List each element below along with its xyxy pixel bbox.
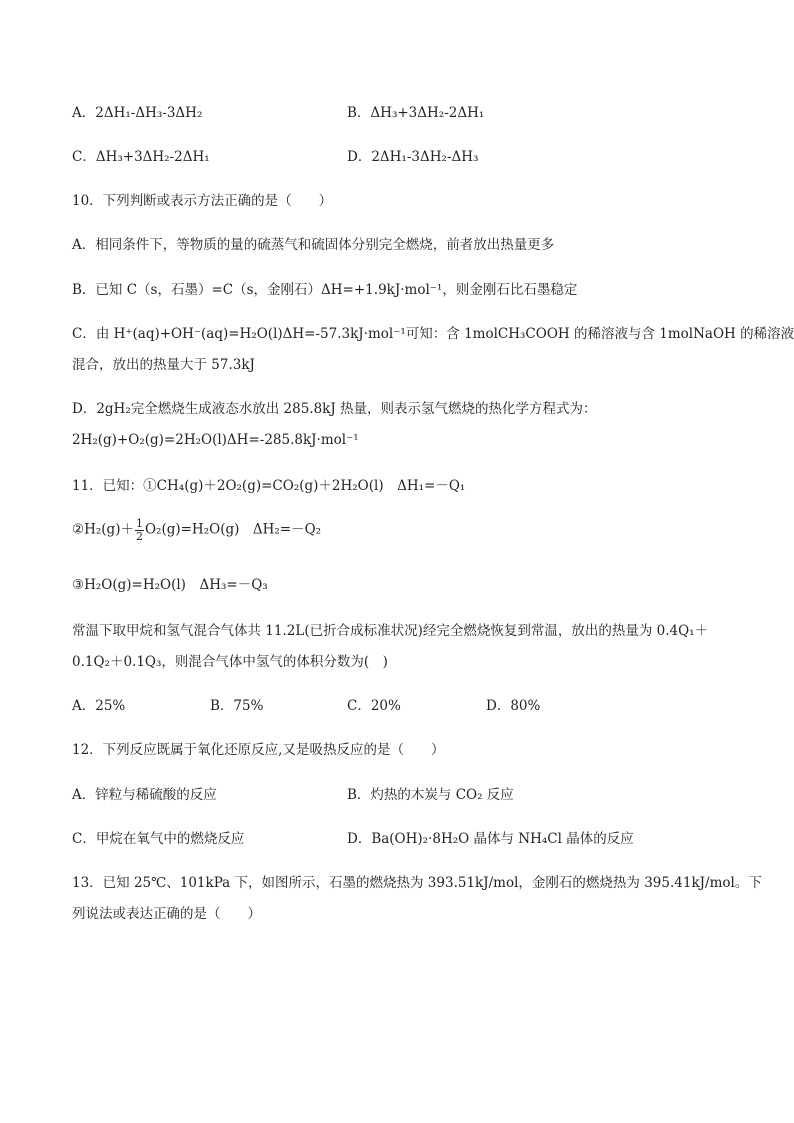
q11-option-a: A．25% — [72, 698, 126, 714]
q9-option-b: B．ΔH₃+3ΔH₂-2ΔH₁ — [347, 105, 485, 121]
q11-option-b: B．75% — [210, 698, 264, 714]
q10-option-b: B．已知 C（s，石墨）=C（s，金刚石）ΔH=+1.9kJ·mol⁻¹，则金刚石比石墨稳定 — [72, 282, 578, 298]
q9-option-c: C．ΔH₃+3ΔH₂-2ΔH₁ — [72, 149, 210, 165]
fraction-numerator: 1 — [135, 517, 143, 530]
q10-option-d-line2: 2H₂(g)+O₂(g)=2H₂O(l)ΔH=-285.8kJ·mol⁻¹ — [72, 432, 359, 448]
q10-option-c-line1: C．由 H⁺(aq)+OH⁻(aq)=H₂O(l)ΔH=-57.3kJ·mol⁻¹可知：含 1molCH₃COOH 的稀溶液与含 1molNaOH 的稀溶液 — [72, 326, 794, 342]
q11-option-d: D．80% — [486, 698, 541, 714]
q11-equation-3: ③H₂O(g)=H₂O(l) ΔH₃=－Q₃ — [72, 577, 268, 593]
q13-stem-line1: 13．已知 25℃、101kPa 下，如图所示，石墨的燃烧热为 393.51kJ/mol，金刚石的燃烧热为 395.41kJ/mol。下 — [72, 875, 762, 891]
one-half-fraction — [135, 518, 144, 542]
fraction-denominator: 2 — [135, 529, 143, 543]
q11-stem: 11．已知：①CH₄(g)＋2O₂(g)=CO₂(g)＋2H₂O(l) ΔH₁=－Q₁ — [72, 478, 466, 494]
q10-stem: 10．下列判断或表示方法正确的是（ ） — [72, 193, 333, 209]
q10-option-d-line1: D．2gH₂完全燃烧生成液态水放出 285.8kJ 热量，则表示氢气燃烧的热化学方程式为： — [72, 401, 597, 417]
q12-option-b: B．灼热的木炭与 CO₂ 反应 — [347, 787, 514, 803]
q11-eq2-prefix: ②H₂(g)＋ — [72, 521, 134, 538]
q11-option-c: C．20% — [347, 698, 401, 714]
q12-option-c: C．甲烷在氧气中的燃烧反应 — [72, 831, 245, 847]
q10-option-c-line2: 混合，放出的热量大于 57.3kJ — [72, 357, 255, 373]
q12-option-d: D．Ba(OH)₂·8H₂O 晶体与 NH₄Cl 晶体的反应 — [347, 831, 634, 847]
q11-equation-2 — [72, 518, 321, 542]
q11-text-line1: 常温下取甲烷和氢气混合气体共 11.2L(已折合成标准状况)经完全燃烧恢复到常温，放出的热量为 0.4Q₁＋ — [72, 623, 709, 639]
q11-eq2-suffix: O₂(g)=H₂O(g) ΔH₂=－Q₂ — [144, 521, 322, 538]
q9-option-a: A．2ΔH₁-ΔH₃-3ΔH₂ — [72, 105, 203, 121]
q12-stem: 12．下列反应既属于氧化还原反应,又是吸热反应的是（ ） — [72, 742, 445, 758]
q13-stem-line2: 列说法或表达正确的是（ ） — [72, 906, 261, 922]
q12-option-a: A．锌粒与稀硫酸的反应 — [72, 787, 217, 803]
q10-option-a: A．相同条件下，等物质的量的硫蒸气和硫固体分别完全燃烧，前者放出热量更多 — [72, 237, 555, 253]
q11-text-line2: 0.1Q₂＋0.1Q₃，则混合气体中氢气的体积分数为( ) — [72, 654, 388, 670]
q9-option-d: D．2ΔH₁-3ΔH₂-ΔH₃ — [347, 149, 479, 165]
